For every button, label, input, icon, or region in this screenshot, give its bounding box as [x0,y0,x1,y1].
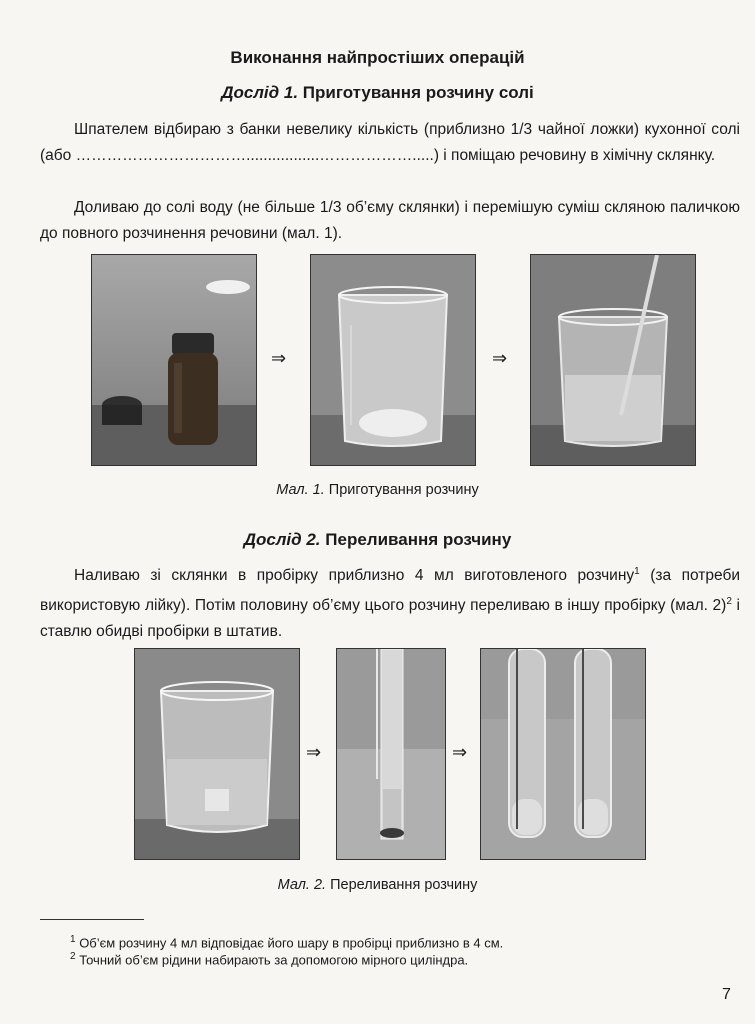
arrow-3: ⇒ [306,742,322,762]
experiment2-text-b: (за потреби використовую лійку). Потім половину об’єму цього розчину переливаю в іншу пробірку (мал. 2) [40,567,740,615]
footnote-2-text: Точний об’єм рідини набирають за допомогою мірного циліндра. [79,952,469,968]
photo-beaker-stirring [530,254,696,466]
footnote-1-text: Об’єм розчину 4 мл відповідає його шару в пробірці приблизно в 4 см. [79,935,504,951]
experiment1-paragraph-2: Доливаю до солі воду (не більше 1/3 об’єму склянки) і перемішую суміш скляною паличкою до повного розчинення речовини (мал. 1). [40,199,740,242]
footnote-1-mark: 1 [70,934,76,945]
experiment2-title: Переливання розчину [325,530,512,549]
footnote-2-mark: 2 [70,951,76,962]
footnote-2 [70,948,468,969]
experiment1-title: Приготування розчину солі [302,83,534,102]
figure-1-text: Приготування розчину [328,482,479,498]
arrow-1: ⇒ [271,348,287,368]
arrow-4: ⇒ [452,742,468,762]
experiment2-heading [0,530,755,550]
photo-salt-jar [91,254,257,466]
experiment1-paragraph-1: Шпателем відбираю з банки невелику кількість (приблизно 1/3 чайної ложки) кухонної солі (або …………………………….................……………….....) і поміщаю речовину в хімічну склянку. [40,121,740,164]
figure-2-text: Переливання розчину [330,877,478,893]
figure-1-caption [0,482,755,498]
experiment1-label: Дослід 1. [221,83,299,102]
arrow-2: ⇒ [492,348,508,368]
photo-beaker-solution [134,648,300,860]
footnote-ref-1: 1 [634,566,640,577]
experiment2-text-a: Наливаю зі склянки в пробірку приблизно 4 мл виготовленого розчину [74,567,635,585]
figure-1-label: Мал. 1. [276,482,325,498]
photo-beaker-salt [310,254,476,466]
experiment2-label: Дослід 2. [243,530,321,549]
footnote-ref-2: 2 [726,596,732,608]
figure-2-label: Мал. 2. [277,877,327,893]
section-heading: Виконання найпростіших операцій [230,48,525,67]
experiment2-paragraph-1 [40,559,740,645]
footnote-divider [40,919,144,920]
figure-2-caption [0,877,755,893]
page-number: 7 [722,986,731,1003]
experiment2-text-c: і ставлю обидві пробірки в штатив. [40,597,740,641]
experiment1-heading [0,83,755,103]
photo-pouring-test-tube [336,648,446,860]
photo-two-test-tubes [480,648,646,860]
